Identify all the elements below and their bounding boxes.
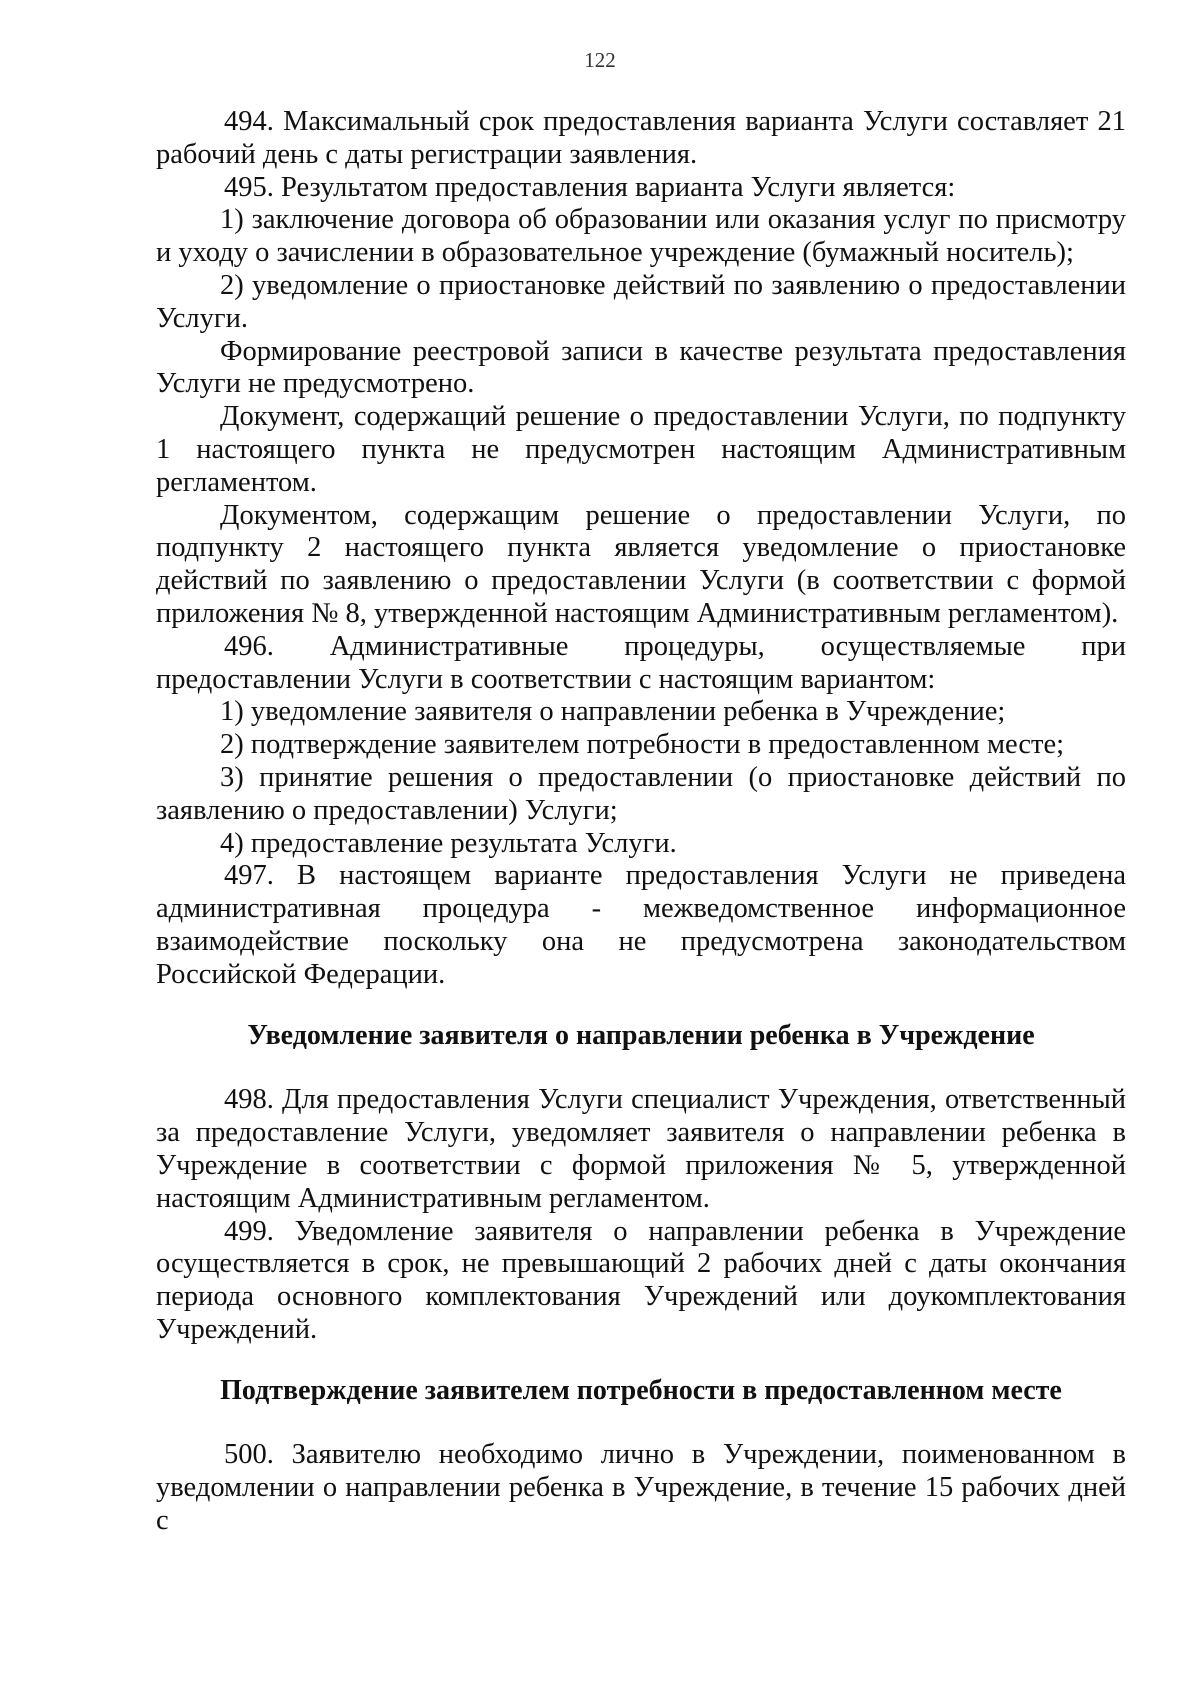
document-body bbox=[156, 106, 1126, 1538]
list-item-496-4: 4) предоставление результата Услуги. bbox=[220, 827, 677, 859]
paragraph-498: 498. Для предоставления Услуги специалист Учреждения, ответственный за предоставление Услуги, уведомляет заявителя о направлении ребенка в Учреждение в соответствии с формой приложения № 5, утвержденной настоящим Административным регламентом. bbox=[156, 1084, 1126, 1214]
paragraph-496: 496. Административные процедуры, осуществляемые при предоставлении Услуги в соответствии с настоящим вариантом: bbox=[156, 630, 1126, 695]
paragraph-495: 495. Результатом предоставления варианта Услуги является: bbox=[224, 171, 956, 203]
paragraph-497: 497. В настоящем варианте предоставления Услуги не приведена административная процедура - межведомственное информационное взаимодействие поскольку она не предусмотрена законодательством Российской Федерации. bbox=[156, 860, 1126, 990]
paragraph-registry-record: Формирование реестровой записи в качестве результата предоставления Услуги не предусмотрено. bbox=[156, 335, 1126, 400]
paragraph-500: 500. Заявителю необходимо лично в Учреждении, поименованном в уведомлении о направлении ребенка в Учреждение, в течение 15 рабочих дней с bbox=[156, 1439, 1126, 1537]
list-item-496-2: 2) подтверждение заявителем потребности в предоставленном месте; bbox=[220, 729, 1065, 761]
section-heading-notification: Уведомление заявителя о направлении ребенка в Учреждение bbox=[247, 1019, 1035, 1051]
list-item-495-2: 2) уведомление о приостановке действий по заявлению о предоставлении Услуги. bbox=[156, 269, 1126, 334]
paragraph-499: 499. Уведомление заявителя о направлении ребенка в Учреждение осуществляется в срок, не превышающий 2 рабочих дней с даты окончания периода основного комплектования Учреждений или доукомплектования Учреждений. bbox=[156, 1215, 1126, 1345]
page-number: 122 bbox=[584, 48, 616, 72]
list-item-496-1: 1) уведомление заявителя о направлении ребенка в Учреждение; bbox=[220, 696, 1006, 728]
list-item-495-1: 1) заключение договора об образовании или оказания услуг по присмотру и уходу о зачислении в образовательное учреждение (бумажный носитель); bbox=[156, 204, 1126, 269]
section-heading-confirmation: Подтверждение заявителем потребности в предоставленном месте bbox=[220, 1374, 1062, 1406]
paragraph-document-subitem-1: Документ, содержащий решение о предоставлении Услуги, по подпункту 1 настоящего пункта не предусмотрен настоящим Административным регламентом. bbox=[156, 401, 1126, 498]
list-item-496-3: 3) принятие решения о предоставлении (о приостановке действий по заявлению о предоставлении) Услуги; bbox=[156, 761, 1126, 826]
paragraph-document-subitem-2: Документом, содержащим решение о предоставлении Услуги, по подпункту 2 настоящего пункта является уведомление о приостановке действий по заявлению о предоставлении Услуги (в соответствии с формой приложения № 8, утвержденной настоящим Административным регламентом). bbox=[156, 499, 1126, 629]
paragraph-494: 494. Максимальный срок предоставления варианта Услуги составляет 21 рабочий день с даты регистрации заявления. bbox=[156, 106, 1126, 170]
